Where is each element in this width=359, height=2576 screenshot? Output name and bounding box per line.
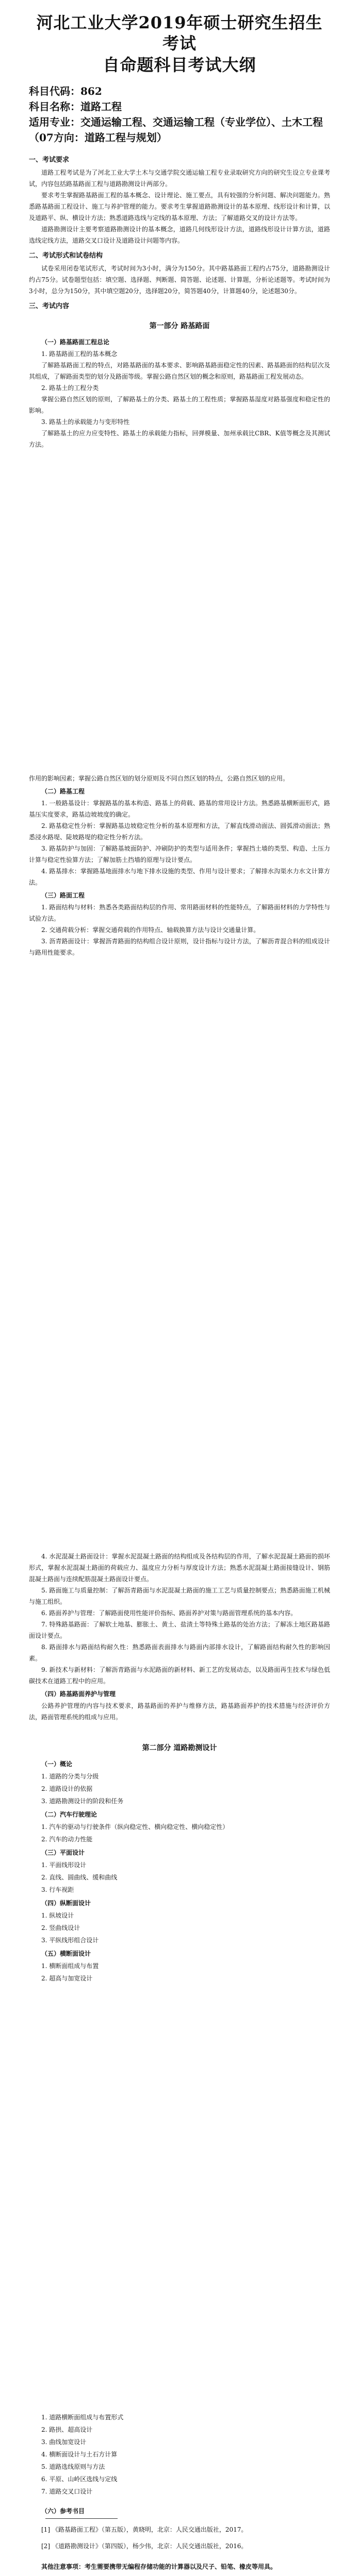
section-heading-content: 三、考试内容 [29,302,70,310]
part-heading: 第二部分 道路勘测设计 [142,1744,217,1752]
paragraph: 7. 特殊路基路面：了解软土地基、膨胀土、黄土、盐渍土等特殊土路基的处治方法；了解冻土地区路基路面设计要点。 [29,1621,330,1639]
paragraph: 2. 路基土的工程分类 [41,384,99,392]
subject-name: 科目名称：道路工程 [29,100,122,113]
paragraph: 掌握公路自然区划的原则，了解路基土的分类、路基土的工程性质；掌握路基湿度对路基强度和稳定性的影响。 [29,396,330,414]
paragraph: 8. 路面排水与路面结构耐久性：熟悉路面表面排水与路面内部排水设计，了解路面结构耐久性的影响因素。 [29,1643,330,1662]
heading-underline [45,2518,118,2519]
paragraph: 1. 一般路基设计：掌握路基的基本构造、路基上的荷载、路基的常用设计方法。熟悉路基横断面形式，路基压实度要求，路基边坡坡度的确定。 [29,800,330,818]
reference-entry: [1] 《路基路面工程》（第五版），黄晓明，北京：人民交通出版社，2017。 [41,2526,248,2533]
list-item: 2. 超高与加宽设计 [41,1975,93,1982]
section-heading-form: 二、考试形式和试卷结构 [29,252,103,260]
paragraph: 6. 路面养护与管理：了解路面使用性能评价指标、路面养护对策与路面管理系统的基本内容。 [41,1609,297,1617]
paragraph: 2. 交通荷载分析：掌握交通荷载的作用特点、轴载换算方法与设计交通量计算。 [41,926,260,934]
paragraph: 道路勘测设计主要考察道路勘测设计的基本概念，道路几何线形设计方法，道路线形设计计算方法，道路选线定线方法，道路交叉口设计及道路设计问题等内容。 [29,226,330,244]
document-page-2 [0,773,359,958]
paragraph: 了解路基路面工程的特点，对路基路面的基本要求、影响路基路面稳定性的因素、路基路面的结构层次及其组成，了解路面类型的划分及路面等级。掌握公路自然区划的概念和原则，路基路面工程发展动态。 [29,362,330,380]
paragraph: 1. 路基路面工程的基本概念 [41,350,118,358]
paragraph: 4. 路基排水：掌握路基地面排水与地下排水设施的类型、作用与设计要求；了解排水沟渠水力水文计算方法。 [29,868,330,886]
subsection-heading: （四）纵断面设计 [41,1900,91,1907]
subsection-heading: （一）概论 [41,1760,73,1768]
list-item: 2. 汽车的动力性能 [41,1836,93,1843]
document-page-3 [0,1551,359,1985]
section-heading-requirements: 一、考试要求 [29,156,70,164]
list-item: 6. 平原、山岭区选线与定线 [41,2476,118,2483]
paragraph: 道路工程考试是为了河北工业大学土木与交通学院交通运输工程专业录取研究方向的研究生设立专业课考试，内容包括路基路面工程与道路勘测设计两部分。 [29,169,330,188]
subsection-heading: （三）平面设计 [41,1849,85,1856]
paragraph: 了解路基土的应力应变特性、路基土的承载能力指标，回弹模量、加州承载比CBR、K值等概念及其测试方法。 [29,430,330,448]
subsection-heading: （五）横断面设计 [41,1950,91,1957]
list-item: 3. 曲线加宽设计 [41,2438,87,2446]
part-heading: 第一部分 路基路面 [149,322,210,330]
paragraph: 9. 新技术与新材料：了解沥青路面与水泥路面的新材料、新工艺的发展动态，以及路面再生技术与绿色低碳技术在道路工程中的应用。 [29,1666,330,1685]
list-item: 1. 纵坡设计 [41,1912,74,1919]
list-item: 2. 直线、圆曲线、缓和曲线 [41,1874,118,1881]
paragraph: 试卷采用闭卷笔试形式，考试时间为3小时，满分为150分。其中路基路面工程约占75分，道路勘测设计约占75分。试卷题型包括：填空题、选择题、判断题、简答题、论述题、计算题，分析论述题等。考试时间为3小时，总分为150分，其中填空题20分，选择题20分，简答题40分，计算题40分，论述题30分。 [29,265,330,295]
list-item: 1. 横断面组成与布置 [41,1962,99,1970]
list-item: 1. 汽车的驱动与行驶条件（纵向稳定性、横向稳定性、横向稳定性） [41,1823,229,1831]
paragraph: 公路养护管理的内容与技术要求，路基路面的养护与维修方法，路基路面养护的技术措施与经济评价方法，路面管理系统的组成与应用。 [29,1702,330,1721]
subsection-heading: （二）汽车行驶理论 [41,1811,97,1818]
list-item: 2. 路拱、超高设计 [41,2426,93,2433]
document-page-1 [0,0,359,450]
list-item: 3. 行车视距 [41,1886,74,1893]
paragraph: 要求考生掌握路基路面工程的基本概念、设计理论、施工要点，具有较强的分析问题、解决问题能力。熟悉路基路面工程设计、施工与养护管理的能力。要求考生掌握道路勘测设计的基本原理、线形设计和计算，以及道路平、纵、横设计方法；熟悉道路选线与定线的基本原理、方法；了解道路交叉的设计方法等。 [29,192,330,222]
list-item: 7. 道路交叉口设计 [41,2488,93,2495]
paragraph: 3. 路基防护与加固：了解路基坡面防护、冲刷防护的类型与适用条件；掌握挡土墙的类型、构造、土压力计算与稳定性验算方法；了解加筋土挡墙的原理与设计要点。 [29,845,330,863]
list-item: 1. 道路横断面组成与布置形式 [41,2414,124,2421]
subsection-heading: （二）路基工程 [41,788,85,795]
list-item: 1. 道路的分类与分级 [41,1773,99,1780]
subsection-heading: （四）路基路面养护与管理 [41,1690,116,1698]
list-item: 2. 竖曲线设计 [41,1924,80,1931]
subsection-heading: （三）路面工程 [41,892,85,899]
paragraph: 3. 路基土的承载能力与变形特性 [41,418,130,426]
paragraph: 1. 路面结构与材料：熟悉各类路面结构层的作用、常用路面材料的性能特点，了解路面材料的力学特性与试验方法。 [29,904,330,922]
subject-code: 科目代码：862 [29,85,102,97]
list-item: 3. 平纵线形组合设计 [41,1937,99,1944]
paragraph: 2. 路基稳定性分析：掌握路基边坡稳定性分析的基本原理和方法，了解直线滑动面法、圆弧滑动面法；熟悉浸水路堤、陡坡路堤的稳定性分析方法。 [29,822,330,841]
reference-entry: [2] 《道路勘测设计》（第四版），杨少伟，北京：人民交通出版社，2016。 [41,2543,248,2550]
paragraph: 作用的影响因素；掌握公路自然区划的划分原则及不同自然区划的特点，公路自然区划的应用。 [29,775,289,782]
doc-title-line-2: 自命题科目考试大纲 [103,55,256,75]
list-item: 1. 平面线形设计 [41,1861,87,1869]
subsection-heading: （一）路基路面工程总论 [41,338,110,346]
paragraph: 5. 路面施工与质量控制：了解沥青路面与水泥混凝土路面的施工工艺与质量控制要点；熟悉路面施工机械与施工组织。 [29,1587,330,1605]
applicable-major: 适用专业：交通运输工程、交通运输工程（专业学位）、土木工程（07方向：道路工程与规划） [29,116,323,144]
list-item: 2. 道路设计的依据 [41,1785,93,1792]
document-page-4 [0,2411,359,2572]
doc-title-line-1: 河北工业大学2019年硕士研究生招生考试 [36,13,323,53]
paragraph: 3. 沥青路面设计：掌握沥青路面的结构组合设计原则，设计指标与设计方法，了解沥青混合料的组成设计与路用性能要求。 [29,938,330,956]
paragraph: 4. 水泥混凝土路面设计：掌握水泥混凝土路面的结构组成及各结构层的作用，了解水泥混凝土路面的损坏形式，掌握水泥混凝土路面的荷载应力、温度应力分析与厚度设计方法；熟悉水泥混凝土路面接缝设计、钢筋混凝土路面与连续配筋混凝土路面设计要点。 [29,1553,330,1583]
subsection-heading: （六）参考书目 [41,2507,85,2515]
list-item: 3. 道路勘测设计的阶段和任务 [41,1798,124,1805]
other-notes: 其他注意事项：考生需要携带无编程存储功能的计算器以及尺子、铅笔、橡皮等用具。 [41,2563,277,2570]
list-item: 5. 道路选线原则与方法 [41,2463,105,2470]
list-item: 4. 横断面设计与土石方计算 [41,2451,118,2458]
